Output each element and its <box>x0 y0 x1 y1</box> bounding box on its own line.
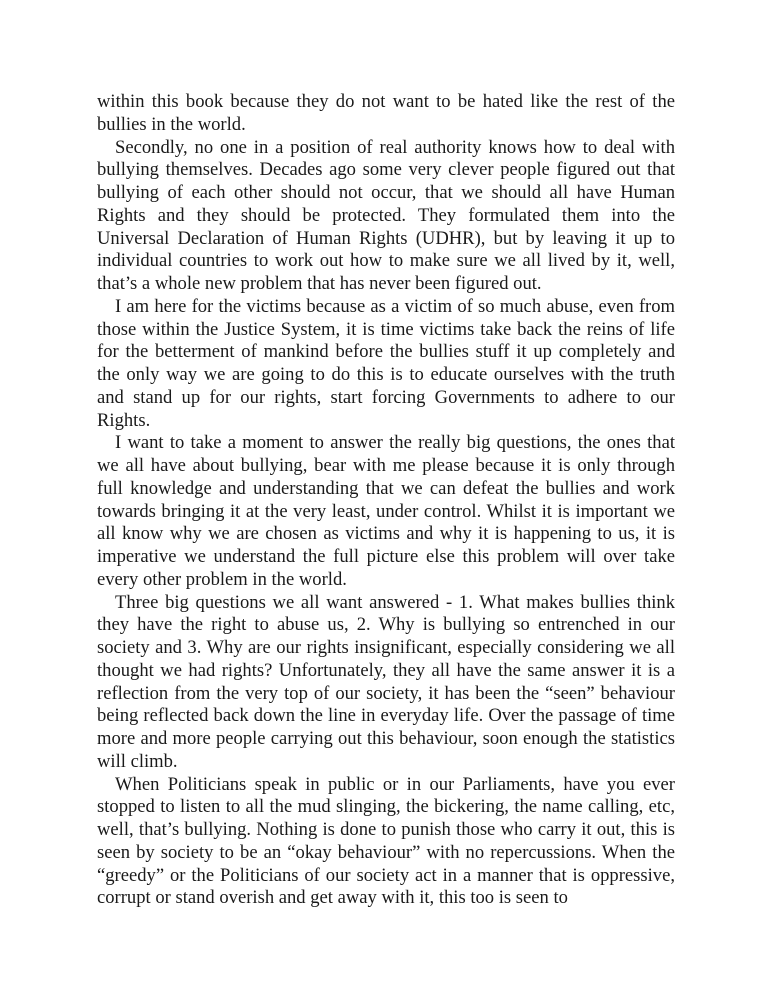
paragraph-politicians: When Politicians speak in public or in our Parliaments, have you ever stopped to listen to all the mud slinging, the bickering, the name calling, etc, well, that’s bullying. Nothing is done to punish those who carry it out, this is seen by society to be an “okay behaviour” with no repercussions. When the “greedy” or the Politicians of our society act in a manner that is oppressive, corrupt or stand overish and get away with it, this too is seen to <box>97 773 675 909</box>
paragraph-big-questions: I want to take a moment to answer the really big questions, the ones that we all have about bullying, bear with me please because it is only through full knowledge and understanding that we can defeat the bullies and work towards bringing it at the very least, under control. Whilst it is important we all know why we are chosen as victims and why it is happening to us, it is imperative we understand the full picture else this problem will over take every other problem in the world. <box>97 432 675 590</box>
paragraph-continuation: within this book because they do not want to be hated like the rest of the bullies in the world. <box>97 91 675 135</box>
page-body <box>97 91 675 910</box>
paragraph-three-questions: Three big questions we all want answered - 1. What makes bullies think they have the right to abuse us, 2. Why is bullying so entrenched in our society and 3. Why are our rights insignificant, especially considering we all thought we had rights? Unfortunately, they all have the same answer it is a reflection from the very top of our society, it has been the “seen” behaviour being reflected back down the line in everyday life. Over the passage of time more and more people carrying out this behaviour, soon enough the statistics will climb. <box>97 591 675 772</box>
paragraph-victims: I am here for the victims because as a victim of so much abuse, even from those within the Justice System, it is time victims take back the reins of life for the betterment of mankind before the bullies stuff it up completely and the only way we are going to do this is to educate ourselves with the truth and stand up for our rights, start forcing Governments to adhere to our Rights. <box>97 295 675 431</box>
paragraph-authority: Secondly, no one in a position of real authority knows how to deal with bullying themselves. Decades ago some very clever people figured out that bullying of each other should not occur, that we should all have Human Rights and they should be protected. They formulated them into the Universal Declaration of Human Rights (UDHR), but by leaving it up to individual countries to work out how to make sure we all lived by it, well, that’s a whole new problem that has never been figured out. <box>97 136 675 294</box>
